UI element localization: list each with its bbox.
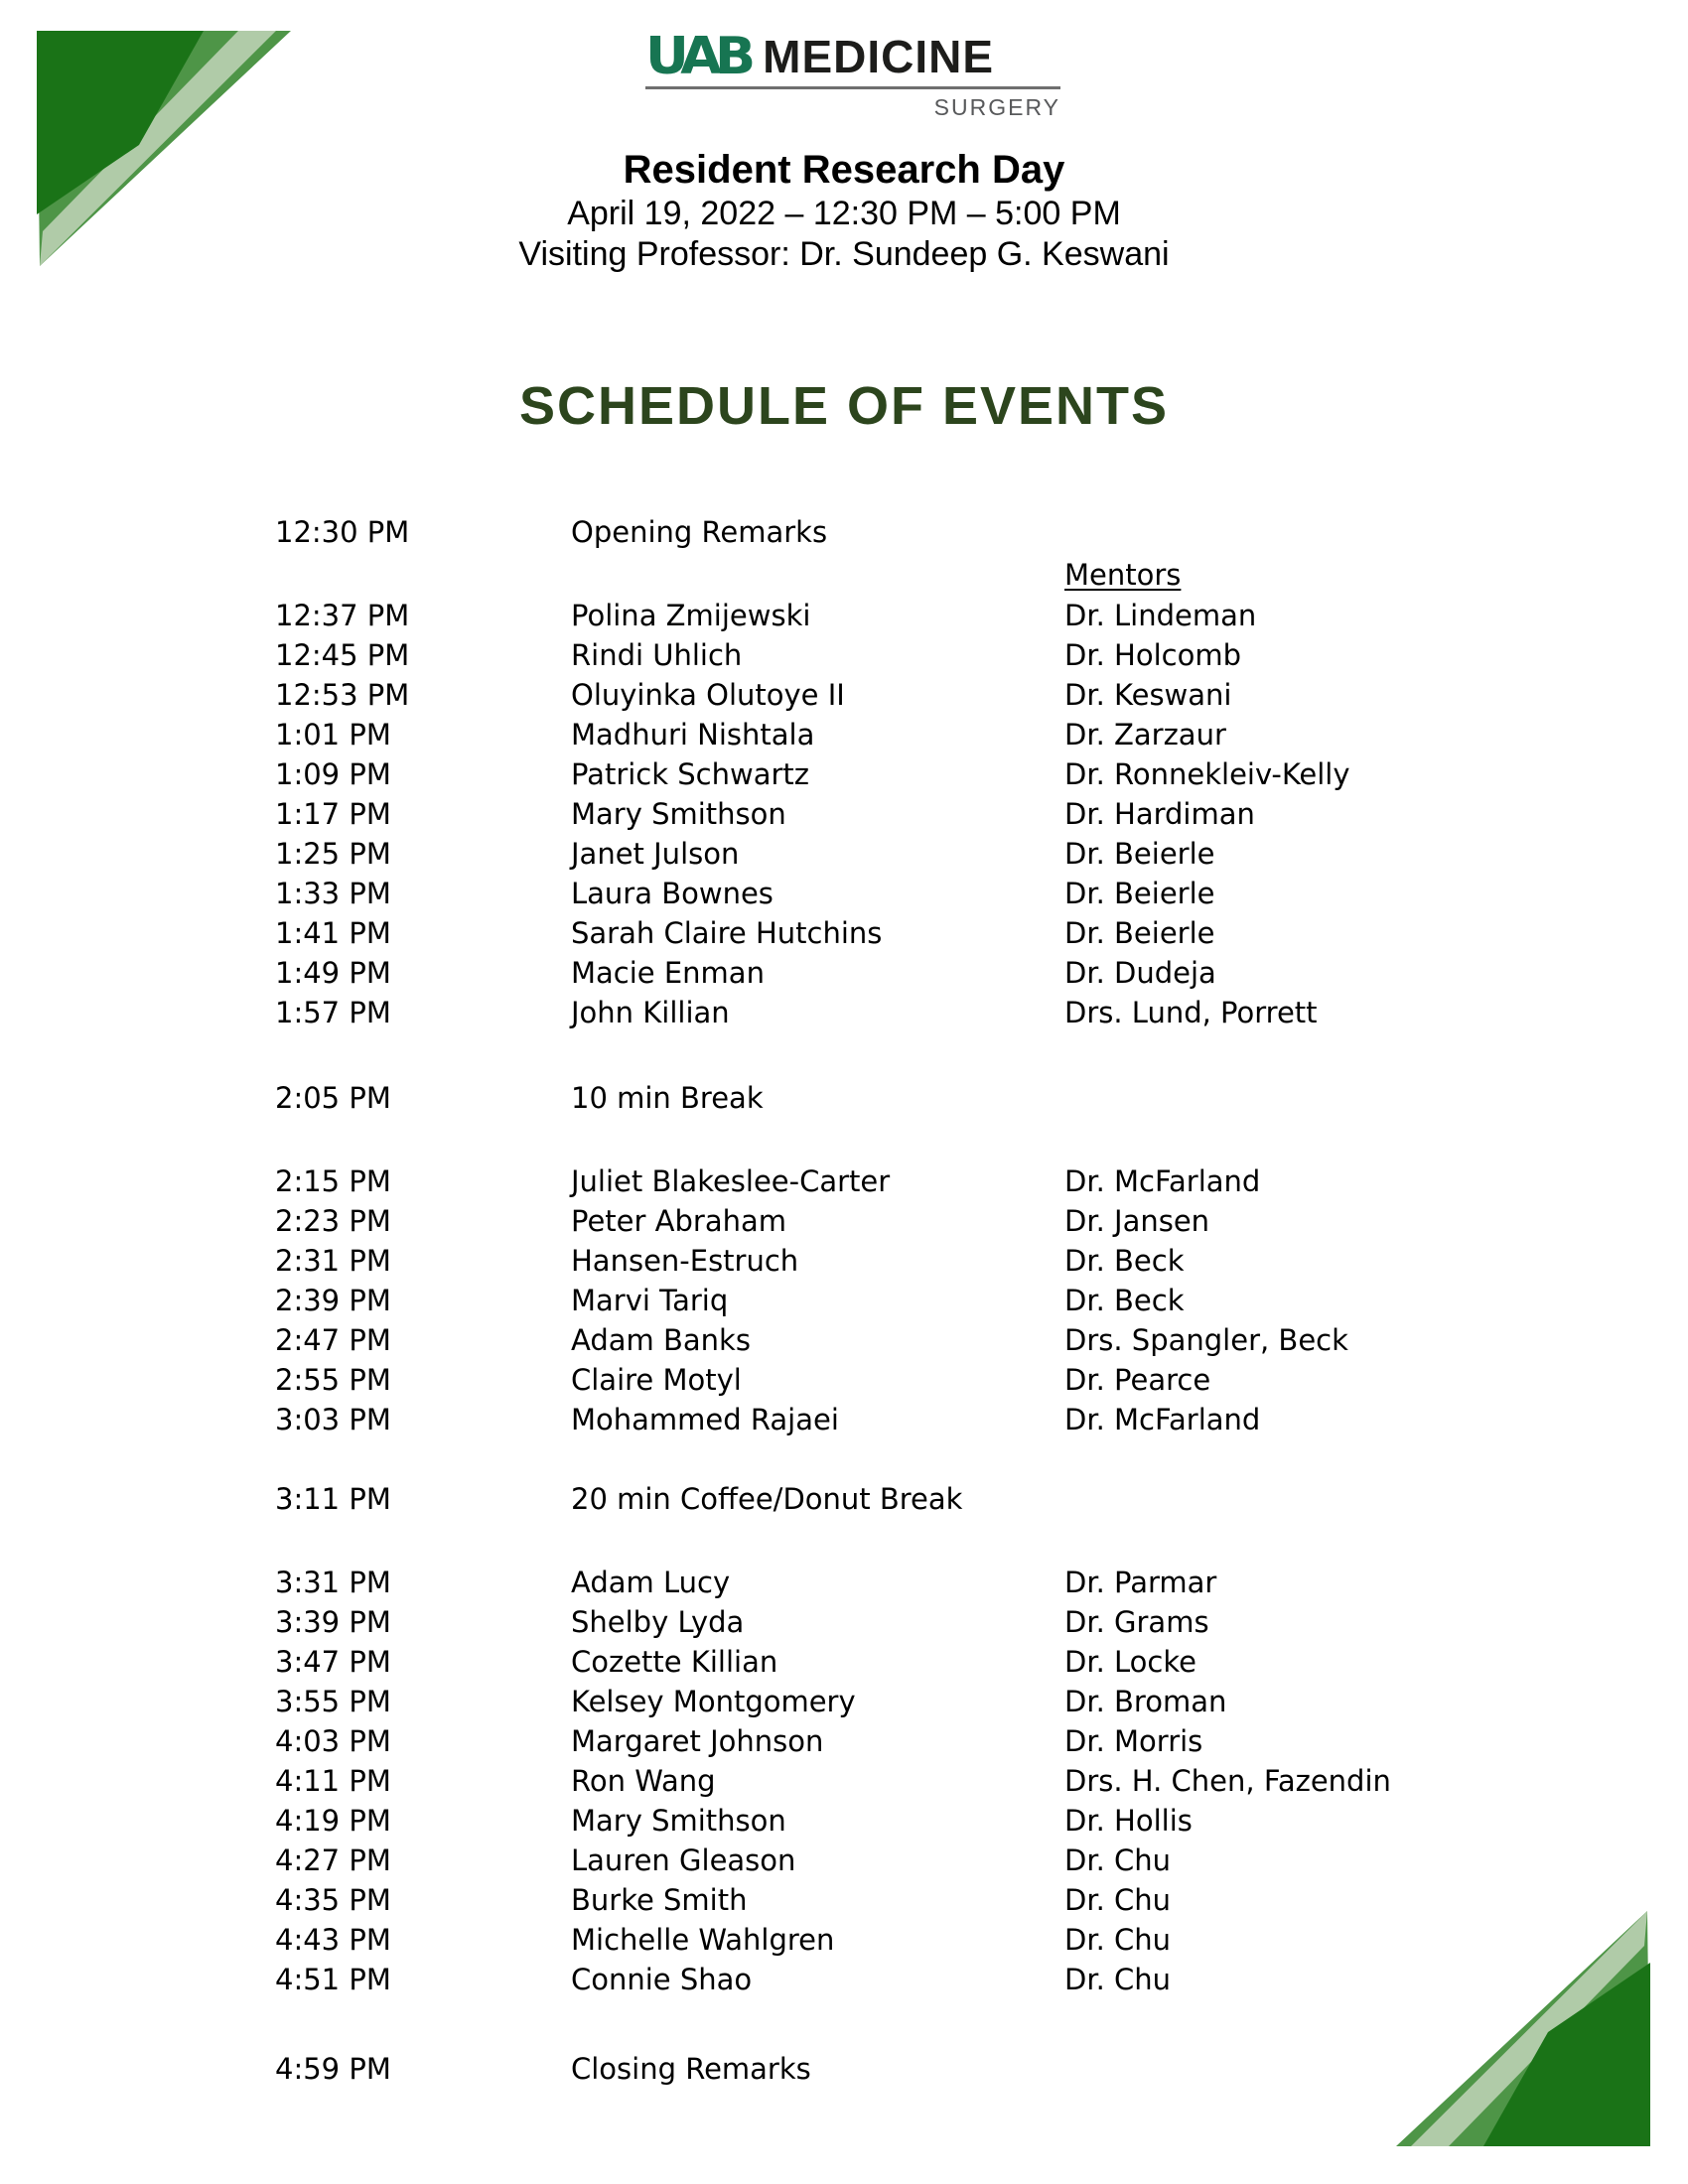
visiting-professor-line: Visiting Professor: Dr. Sundeep G. Keswani xyxy=(518,235,1170,273)
presenter-name: Shelby Lyda xyxy=(571,1605,745,1639)
break-row xyxy=(0,1479,1688,1519)
event-title: Resident Research Day xyxy=(623,148,1065,192)
schedule-time: 4:19 PM xyxy=(275,1804,391,1838)
mentor-name: Dr. Jansen xyxy=(1064,1204,1210,1238)
schedule-time: 2:31 PM xyxy=(275,1244,391,1278)
presenter-name: Hansen-Estruch xyxy=(571,1244,799,1278)
schedule-row xyxy=(0,1642,1688,1682)
schedule-time: 4:35 PM xyxy=(275,1883,391,1917)
schedule-row xyxy=(0,1241,1688,1281)
schedule-time: 1:57 PM xyxy=(275,996,391,1029)
schedule-time: 4:51 PM xyxy=(275,1963,391,1996)
presenter-name: Cozette Killian xyxy=(571,1645,778,1679)
schedule-time: 2:05 PM xyxy=(275,1081,391,1115)
spacer xyxy=(0,1118,1688,1161)
schedule-event: 10 min Break xyxy=(571,1081,764,1115)
mentor-name: Dr. Chu xyxy=(1064,1883,1172,1917)
event-header xyxy=(0,147,1688,275)
mentor-name: Dr. Beck xyxy=(1064,1244,1185,1278)
logo-division-label: SURGERY xyxy=(933,94,1060,120)
mentor-name: Dr. Parmar xyxy=(1064,1566,1217,1599)
presenter-name: Kelsey Montgomery xyxy=(571,1685,856,1718)
schedule-row xyxy=(0,834,1688,874)
mentor-name: Dr. Broman xyxy=(1064,1685,1227,1718)
schedule-table xyxy=(0,512,1688,2089)
logo-divider-rule xyxy=(645,86,1060,89)
presenter-name: Juliet Blakeslee-Carter xyxy=(571,1164,891,1198)
mentor-name: Dr. Chu xyxy=(1064,1923,1172,1957)
schedule-time: 1:49 PM xyxy=(275,956,391,990)
presenter-name: Oluyinka Olutoye II xyxy=(571,678,845,712)
spacer xyxy=(0,1439,1688,1479)
schedule-time: 12:30 PM xyxy=(275,515,410,549)
schedule-time: 1:17 PM xyxy=(275,797,391,831)
mentor-name: Dr. McFarland xyxy=(1064,1403,1261,1436)
presenter-name: Mary Smithson xyxy=(571,797,786,831)
schedule-row xyxy=(0,1920,1688,1960)
schedule-time: 12:53 PM xyxy=(275,678,410,712)
schedule-row xyxy=(0,794,1688,834)
uab-logo-mark: UAB xyxy=(645,26,750,86)
schedule-row xyxy=(0,993,1688,1032)
presenter-name: Janet Julson xyxy=(571,837,740,871)
schedule-time: 12:37 PM xyxy=(275,599,410,632)
schedule-row xyxy=(0,1201,1688,1241)
session-3-rows xyxy=(0,1563,1688,1999)
mentor-name: Dr. Lindeman xyxy=(1064,599,1257,632)
mentor-name: Dr. Chu xyxy=(1064,1963,1172,1996)
mentor-name: Dr. Beierle xyxy=(1064,837,1215,871)
schedule-time: 3:31 PM xyxy=(275,1566,391,1599)
session-2-rows xyxy=(0,1161,1688,1439)
schedule-time: 4:11 PM xyxy=(275,1764,391,1798)
schedule-time: 3:39 PM xyxy=(275,1605,391,1639)
schedule-time: 1:25 PM xyxy=(275,837,391,871)
schedule-time: 3:11 PM xyxy=(275,1482,391,1516)
schedule-time: 3:55 PM xyxy=(275,1685,391,1718)
presenter-name: Michelle Wahlgren xyxy=(571,1923,835,1957)
presenter-name: Burke Smith xyxy=(571,1883,748,1917)
schedule-time: 1:01 PM xyxy=(275,718,391,751)
mentor-name: Dr. McFarland xyxy=(1064,1164,1261,1198)
logo-row xyxy=(645,28,1060,85)
schedule-row xyxy=(0,1281,1688,1320)
schedule-row xyxy=(0,1602,1688,1642)
mentor-name: Dr. Morris xyxy=(1064,1724,1203,1758)
schedule-row xyxy=(0,1960,1688,1999)
schedule-event: Closing Remarks xyxy=(571,2052,811,2086)
schedule-time: 2:23 PM xyxy=(275,1204,391,1238)
mentor-name: Dr. Ronnekleiv-Kelly xyxy=(1064,757,1350,791)
schedule-time: 1:09 PM xyxy=(275,757,391,791)
schedule-time: 3:47 PM xyxy=(275,1645,391,1679)
schedule-row xyxy=(0,635,1688,675)
presenter-name: Sarah Claire Hutchins xyxy=(571,916,883,950)
schedule-row xyxy=(0,675,1688,715)
schedule-row xyxy=(0,1320,1688,1360)
schedule-time: 1:33 PM xyxy=(275,877,391,910)
schedule-time: 2:55 PM xyxy=(275,1363,391,1397)
schedule-event: Opening Remarks xyxy=(571,515,828,549)
mentor-name: Dr. Keswani xyxy=(1064,678,1232,712)
schedule-row xyxy=(0,1682,1688,1721)
mentor-name: Dr. Locke xyxy=(1064,1645,1196,1679)
schedule-row xyxy=(0,1563,1688,1602)
mentor-name: Dr. Chu xyxy=(1064,1843,1172,1877)
schedule-time: 12:45 PM xyxy=(275,638,410,672)
presenter-name: Claire Motyl xyxy=(571,1363,742,1397)
schedule-row xyxy=(0,1801,1688,1841)
mentor-name: Dr. Holcomb xyxy=(1064,638,1241,672)
mentor-name: Dr. Beierle xyxy=(1064,916,1215,950)
mentors-column-header: Mentors xyxy=(1064,558,1182,592)
schedule-time: 4:03 PM xyxy=(275,1724,391,1758)
schedule-row xyxy=(0,1721,1688,1761)
break-row xyxy=(0,1078,1688,1118)
mentor-name: Drs. H. Chen, Fazendin xyxy=(1064,1764,1391,1798)
mentor-name: Dr. Pearce xyxy=(1064,1363,1211,1397)
presenter-name: Adam Lucy xyxy=(571,1566,731,1599)
presenter-name: Rindi Uhlich xyxy=(571,638,743,672)
event-date-line: April 19, 2022 – 12:30 PM – 5:00 PM xyxy=(567,195,1121,232)
schedule-row xyxy=(0,913,1688,953)
schedule-row xyxy=(0,874,1688,913)
schedule-time: 4:27 PM xyxy=(275,1843,391,1877)
presenter-name: Mary Smithson xyxy=(571,1804,786,1838)
presenter-name: John Killian xyxy=(571,996,730,1029)
presenter-name: Mohammed Rajaei xyxy=(571,1403,839,1436)
presenter-name: Patrick Schwartz xyxy=(571,757,810,791)
schedule-time: 2:15 PM xyxy=(275,1164,391,1198)
presenter-name: Adam Banks xyxy=(571,1323,751,1357)
presenter-name: Connie Shao xyxy=(571,1963,753,1996)
schedule-heading: SCHEDULE OF EVENTS xyxy=(518,376,1170,436)
schedule-row xyxy=(0,953,1688,993)
schedule-row xyxy=(0,1761,1688,1801)
presenter-name: Madhuri Nishtala xyxy=(571,718,815,751)
schedule-time: 2:39 PM xyxy=(275,1284,391,1317)
opening-remarks-row xyxy=(0,512,1688,552)
mentor-name: Drs. Lund, Porrett xyxy=(1064,996,1318,1029)
presenter-name: Laura Bownes xyxy=(571,877,774,910)
schedule-row xyxy=(0,1360,1688,1400)
schedule-row xyxy=(0,1880,1688,1920)
schedule-time: 1:41 PM xyxy=(275,916,391,950)
mentors-header-row xyxy=(0,552,1688,596)
logo-medicine-text: MEDICINE xyxy=(763,31,995,82)
presenter-name: Ron Wang xyxy=(571,1764,716,1798)
spacer xyxy=(0,1999,1688,2049)
schedule-time: 4:43 PM xyxy=(275,1923,391,1957)
schedule-time: 3:03 PM xyxy=(275,1403,391,1436)
mentor-name: Dr. Grams xyxy=(1064,1605,1209,1639)
schedule-row xyxy=(0,715,1688,754)
schedule-row xyxy=(0,1161,1688,1201)
schedule-row xyxy=(0,754,1688,794)
presenter-name: Peter Abraham xyxy=(571,1204,786,1238)
session-1-rows xyxy=(0,596,1688,1032)
presenter-name: Margaret Johnson xyxy=(571,1724,824,1758)
schedule-time: 4:59 PM xyxy=(275,2052,391,2086)
schedule-event: 20 min Coffee/Donut Break xyxy=(571,1482,963,1516)
mentor-name: Dr. Zarzaur xyxy=(1064,718,1226,751)
presenter-name: Polina Zmijewski xyxy=(571,599,811,632)
mentor-name: Drs. Spangler, Beck xyxy=(1064,1323,1348,1357)
mentor-name: Dr. Dudeja xyxy=(1064,956,1216,990)
spacer xyxy=(0,1032,1688,1078)
mentor-name: Dr. Hollis xyxy=(1064,1804,1193,1838)
closing-remarks-row xyxy=(0,2049,1688,2089)
presenter-name: Macie Enman xyxy=(571,956,765,990)
presenter-name: Lauren Gleason xyxy=(571,1843,796,1877)
presenter-name: Marvi Tariq xyxy=(571,1284,729,1317)
mentor-name: Dr. Beierle xyxy=(1064,877,1215,910)
mentor-name: Dr. Hardiman xyxy=(1064,797,1255,831)
uab-medicine-logo xyxy=(645,28,1060,121)
schedule-row xyxy=(0,596,1688,635)
schedule-row xyxy=(0,1841,1688,1880)
spacer xyxy=(0,1519,1688,1563)
mentor-name: Dr. Beck xyxy=(1064,1284,1185,1317)
schedule-time: 2:47 PM xyxy=(275,1323,391,1357)
schedule-row xyxy=(0,1400,1688,1439)
